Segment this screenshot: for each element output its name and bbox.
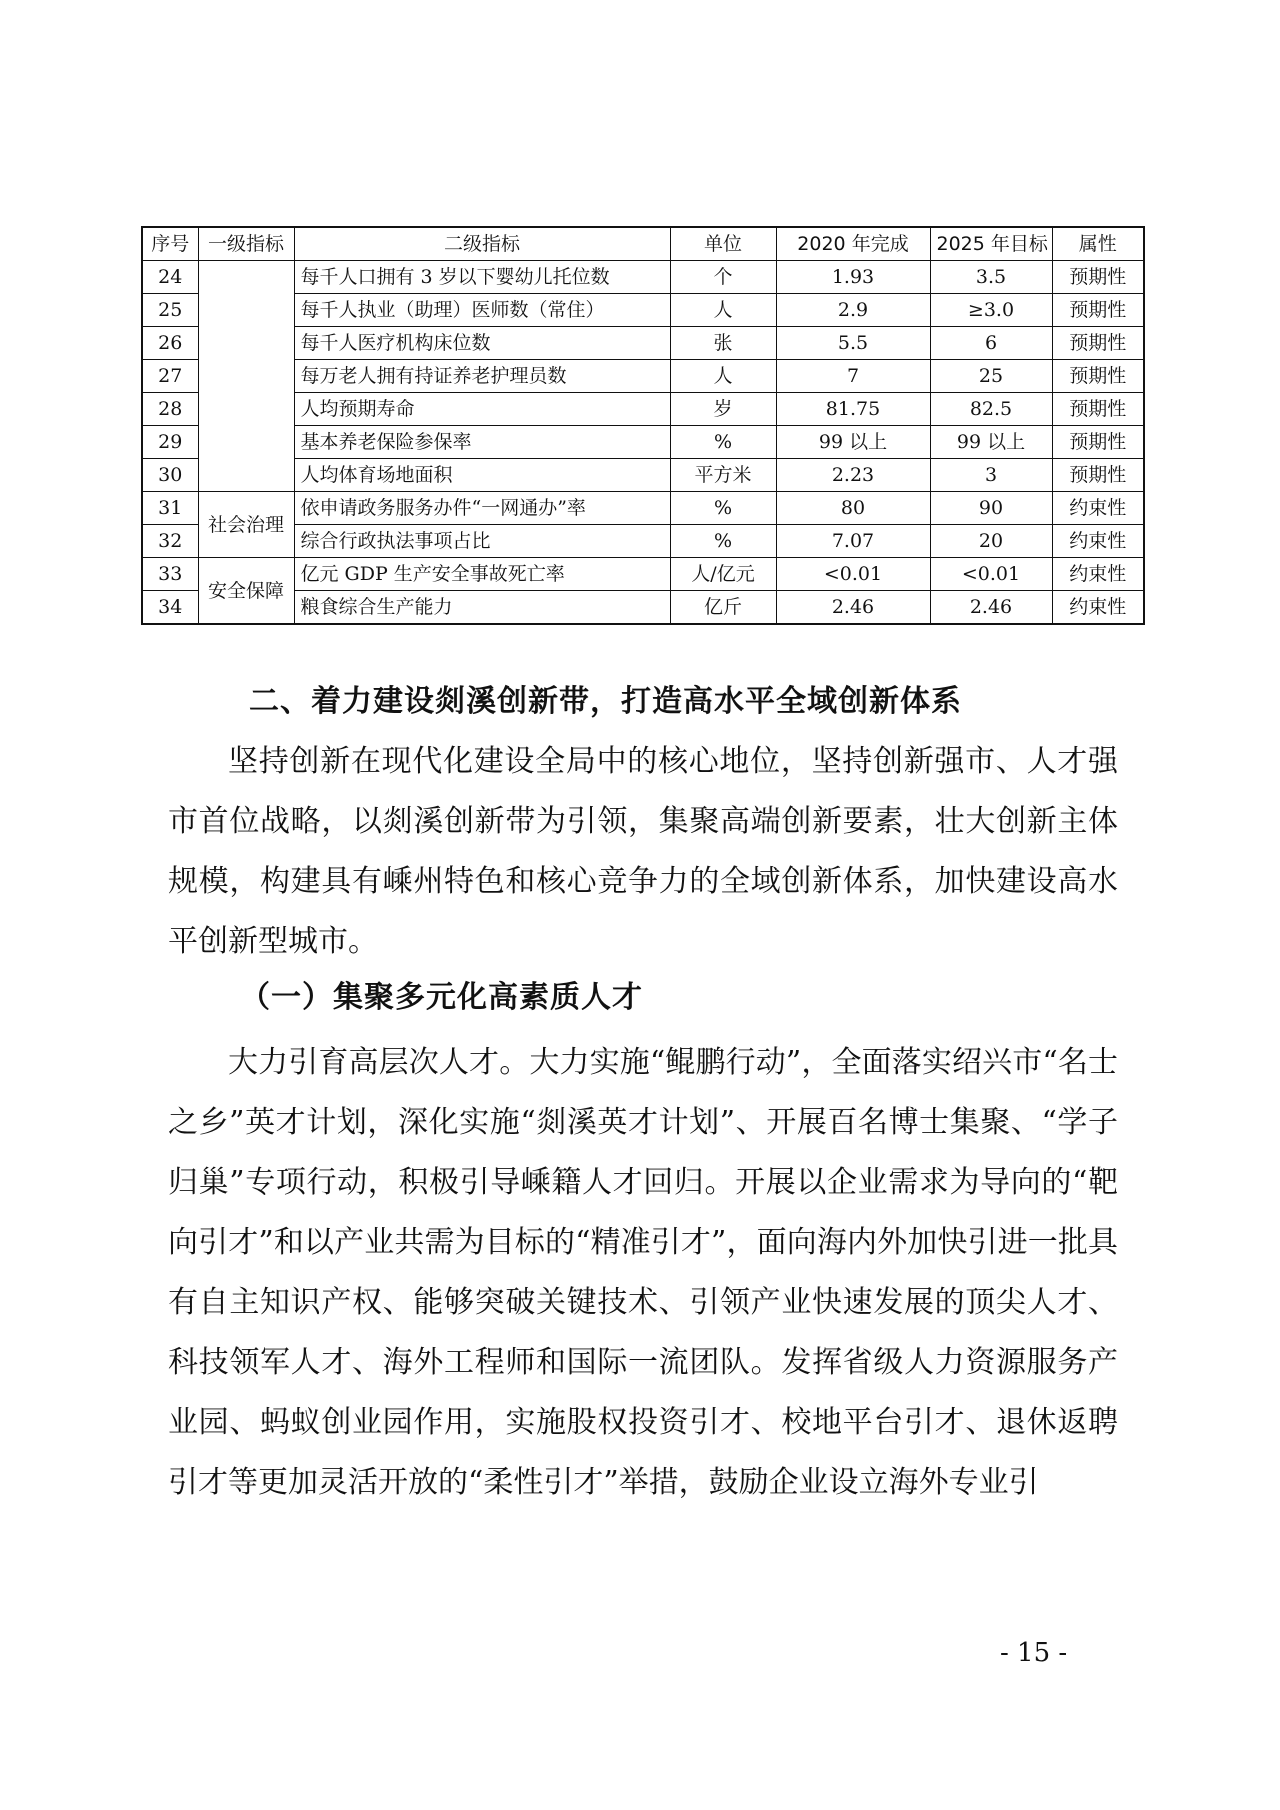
header-level1: 一级指标 <box>198 227 294 261</box>
table-row <box>142 492 1144 525</box>
row-2025: 3 <box>930 459 1052 492</box>
row-2025: <0.01 <box>930 558 1052 591</box>
row-name: 基本养老保险参保率 <box>294 426 670 459</box>
section-heading: 二、着力建设剡溪创新带，打造高水平全域创新体系 <box>249 684 962 719</box>
row-no: 32 <box>142 525 198 558</box>
row-attr: 约束性 <box>1052 525 1144 558</box>
row-2025: 2.46 <box>930 591 1052 625</box>
row-name: 综合行政执法事项占比 <box>294 525 670 558</box>
header-attr: 属性 <box>1052 227 1144 261</box>
row-attr: 预期性 <box>1052 294 1144 327</box>
table-row <box>142 261 1144 294</box>
row-2020: 80 <box>776 492 930 525</box>
row-no: 28 <box>142 393 198 426</box>
indicator-table <box>141 226 1145 625</box>
row-name: 人均体育场地面积 <box>294 459 670 492</box>
row-2025: 6 <box>930 327 1052 360</box>
header-no: 序号 <box>142 227 198 261</box>
row-2020: <0.01 <box>776 558 930 591</box>
row-name: 每千人口拥有 3 岁以下婴幼儿托位数 <box>294 261 670 294</box>
group-social-governance: 社会治理 <box>198 492 294 558</box>
row-attr: 预期性 <box>1052 393 1144 426</box>
row-attr: 预期性 <box>1052 459 1144 492</box>
row-no: 33 <box>142 558 198 591</box>
body-paragraph: 坚持创新在现代化建设全局中的核心地位，坚持创新强市、人才强市首位战略，以剡溪创新带为引领，集聚高端创新要素，壮大创新主体规模，构建具有嵊州特色和核心竞争力的全域创新体系，加快建设高水平创新型城市。 <box>168 744 1118 959</box>
row-attr: 预期性 <box>1052 426 1144 459</box>
body-paragraph: 大力引育高层次人才。大力实施“鲲鹏行动”，全面落实绍兴市“名士之乡”英才计划，深化实施“剡溪英才计划”、开展百名博士集聚、“学子归巢”专项行动，积极引导嵊籍人才回归。开展以企业需求为导向的“靶向引才”和以产业共需为目标的“精准引才”，面向海内外加快引进一批具有自主知识产权、能够突破关键技术、引领产业快速发展的顶尖人才、科技领军人才、海外工程师和国际一流团队。发挥省级人力资源服务产业园、蚂蚁创业园作用，实施股权投资引才、校地平台引才、退休返聘引才等更加灵活开放的“柔性引才”举措，鼓励企业设立海外专业引 <box>168 1045 1118 1500</box>
row-unit: 张 <box>670 327 776 360</box>
row-unit: 个 <box>670 261 776 294</box>
row-name: 每万老人拥有持证养老护理员数 <box>294 360 670 393</box>
header-2025: 2025 年目标 <box>930 227 1052 261</box>
row-no: 27 <box>142 360 198 393</box>
row-unit: 人 <box>670 360 776 393</box>
row-no: 24 <box>142 261 198 294</box>
row-attr: 预期性 <box>1052 327 1144 360</box>
row-name: 粮食综合生产能力 <box>294 591 670 625</box>
header-unit: 单位 <box>670 227 776 261</box>
row-attr: 约束性 <box>1052 492 1144 525</box>
row-2020: 7.07 <box>776 525 930 558</box>
table-header-row <box>142 227 1144 261</box>
row-2025: 82.5 <box>930 393 1052 426</box>
header-2020: 2020 年完成 <box>776 227 930 261</box>
row-2025: 3.5 <box>930 261 1052 294</box>
row-unit: 亿斤 <box>670 591 776 625</box>
row-unit: % <box>670 426 776 459</box>
row-unit: 人/亿元 <box>670 558 776 591</box>
row-no: 31 <box>142 492 198 525</box>
row-name: 人均预期寿命 <box>294 393 670 426</box>
row-unit: 岁 <box>670 393 776 426</box>
row-2020: 81.75 <box>776 393 930 426</box>
row-name: 每千人医疗机构床位数 <box>294 327 670 360</box>
row-name: 亿元 GDP 生产安全事故死亡率 <box>294 558 670 591</box>
row-no: 30 <box>142 459 198 492</box>
row-2025: 99 以上 <box>930 426 1052 459</box>
row-attr: 预期性 <box>1052 261 1144 294</box>
row-2020: 99 以上 <box>776 426 930 459</box>
table-row <box>142 558 1144 591</box>
row-2025: 25 <box>930 360 1052 393</box>
row-no: 29 <box>142 426 198 459</box>
header-level2: 二级指标 <box>294 227 670 261</box>
row-2025: ≥3.0 <box>930 294 1052 327</box>
group-safety: 安全保障 <box>198 558 294 625</box>
row-no: 34 <box>142 591 198 625</box>
row-2020: 1.93 <box>776 261 930 294</box>
row-2020: 2.46 <box>776 591 930 625</box>
row-unit: 平方米 <box>670 459 776 492</box>
row-attr: 约束性 <box>1052 591 1144 625</box>
row-2025: 90 <box>930 492 1052 525</box>
row-unit: 人 <box>670 294 776 327</box>
row-attr: 预期性 <box>1052 360 1144 393</box>
row-no: 26 <box>142 327 198 360</box>
row-2020: 2.9 <box>776 294 930 327</box>
row-name: 依申请政务服务办件“一网通办”率 <box>294 492 670 525</box>
row-name: 每千人执业（助理）医师数（常住） <box>294 294 670 327</box>
row-no: 25 <box>142 294 198 327</box>
sub-heading: （一）集聚多元化高素质人才 <box>240 980 643 1015</box>
row-unit: % <box>670 492 776 525</box>
row-unit: % <box>670 525 776 558</box>
row-2020: 2.23 <box>776 459 930 492</box>
group-cell-empty <box>198 261 294 492</box>
row-2020: 7 <box>776 360 930 393</box>
row-attr: 约束性 <box>1052 558 1144 591</box>
row-2025: 20 <box>930 525 1052 558</box>
row-2020: 5.5 <box>776 327 930 360</box>
page-number: - 15 - <box>1000 1638 1068 1668</box>
